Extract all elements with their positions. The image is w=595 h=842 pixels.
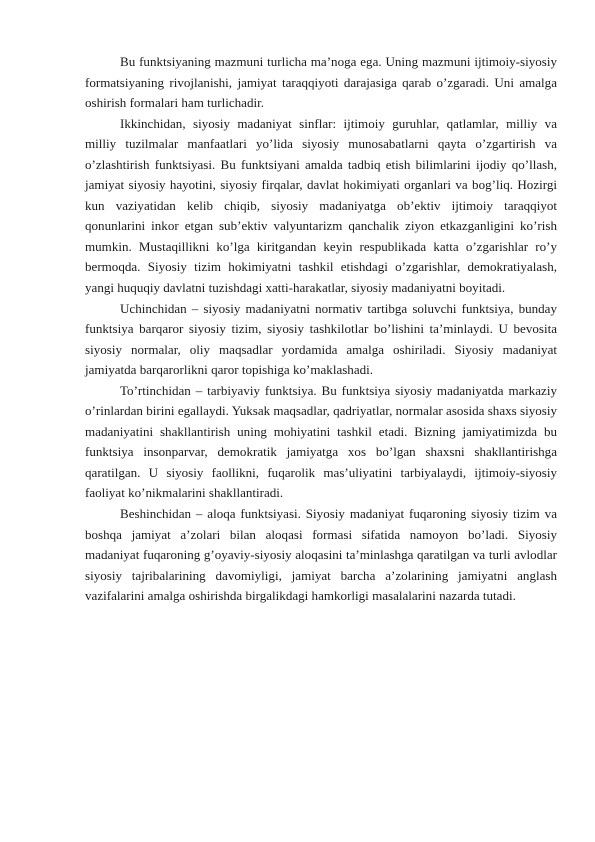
paragraph-3: Uchinchidan – siyosiy madaniyatni normativ tartibga soluvchi funktsiya, bunday funktsiya barqaror siyosiy tizim, siyosiy tashkilotlar bo’lishini ta’minlaydi. U bevosita siyosiy normalar, oliy maqsadlar yordamida amalga oshiriladi. Siyosiy madaniyat jamiyatda barqarorlikni qaror topishiga ko’maklashadi.	[85, 300, 557, 378]
paragraph-2: Ikkinchidan, siyosiy madaniyat sinflar: ijtimoiy guruhlar, qatlamlar, milliy va milliy tuzilmalar manfaatlari yo’lida siyosiy munosabatlarni qayta o’zgartirish va o’zlashtirish funktsiyasi. Bu funktsiyani amalda tadbiq etish bilimlarini ijodiy qo’llash, jamiyat siyosiy hayotini, siyosiy firqalar, davlat hokimiyati organlari va bog’liq. Hozirgi kun vaziyatidan kelib chiqib, siyosiy madaniyatga ob’ektiv ijtimoiy taraqqiyot qonunlarini inkor etgan sub’ektiv valyuntarizm qanchalik ziyon etkazganligini ko’rish mumkin. Mustaqillikni ko’lga kiritgandan keyin respublikada katta o’zgarishlar ro’y bermoqda. Siyosiy tizim hokimiyatni tashkil etishdagi o’zgarishlar, demokratiyalash, yangi huquqiy davlatni tuzishdagi xatti-harakatlar, siyosiy madaniyatni boyitadi.	[85, 115, 557, 296]
paragraph-1: Bu funktsiyaning mazmuni turlicha ma’noga ega. Uning mazmuni ijtimoiy-siyosiy formatsiyaning rivojlanishi, jamiyat taraqqiyoti darajasiga qarab o’zgaradi. Uni amalga oshirish formalari ham turlichadir.	[85, 54, 557, 111]
document-body	[85, 52, 557, 607]
paragraph-5: Beshinchidan – aloqa funktsiyasi. Siyosiy madaniyat fuqaroning siyosiy tizim va boshqa jamiyat a’zolari bilan aloqasi formasi sifatida namoyon bo’ladi. Siyosiy madaniyat fuqaroning g’oyaviy-siyosiy aloqasini ta’minlashga qaratilgan va turli avlodlar siyosiy tajribalarining davomiyligi, jamiyat barcha a’zolarining jamiyatni anglash vazifalarini amalga oshirishda birgalikdagi hamkorligi masalalarini nazarda tutadi.	[85, 506, 557, 604]
paragraph-4: To’rtinchidan – tarbiyaviy funktsiya. Bu funktsiya siyosiy madaniyatda markaziy o’rinlardan birini egallaydi. Yuksak maqsadlar, qadriyatlar, normalar asosida shaxs siyosiy madaniyatini shakllantirish uning mohiyatini tashkil etadi. Bizning jamiyatimizda bu funktsiya insonparvar, demokratik jamiyatga xos bo’lgan shaxsni shakllantirishga qaratilgan. U siyosiy faollikni, fuqarolik mas’uliyatini tarbiyalaydi, ijtimoiy-siyosiy faoliyat ko’nikmalarini shakllantiradi.	[85, 382, 557, 501]
